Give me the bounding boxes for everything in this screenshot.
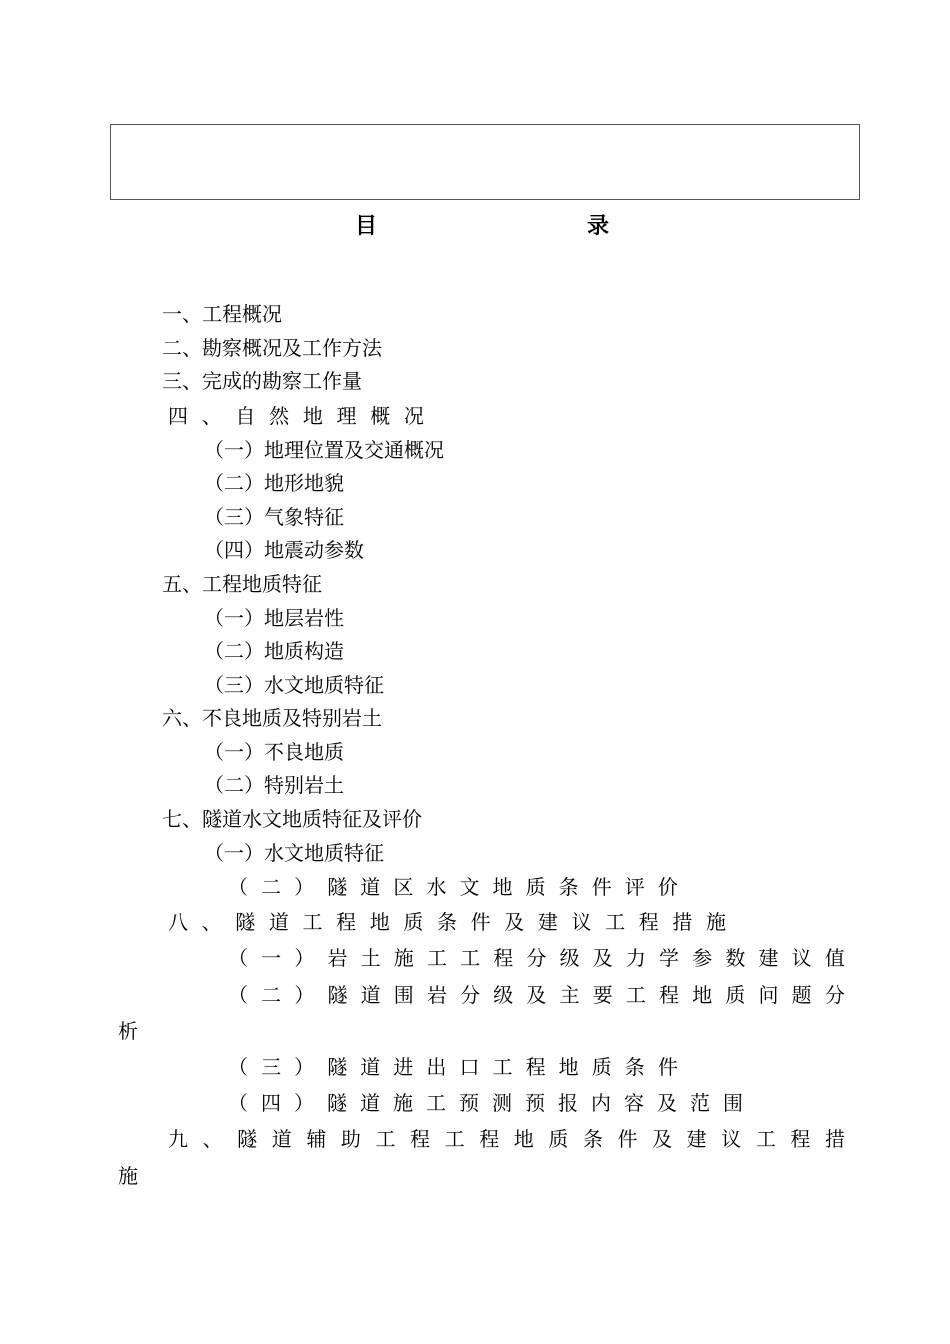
toc-char: 道 (360, 875, 381, 899)
toc-item-4-3: （三）气象特征 (204, 505, 344, 529)
toc-char: 质 (591, 1055, 612, 1079)
toc-item-7-2 (228, 874, 678, 900)
toc-item-8-1 (228, 945, 845, 971)
toc-char: （ (228, 1091, 248, 1115)
toc-char: 及 (652, 1127, 673, 1151)
toc-char: 围 (723, 1091, 743, 1115)
toc-char: 隧 (327, 1055, 348, 1079)
toc-char: 、 (201, 404, 222, 428)
toc-char: 程 (410, 1127, 431, 1151)
toc-char: 要 (592, 983, 613, 1007)
toc-item-5-3: （三）水文地质特征 (204, 673, 384, 697)
toc-item-9 (168, 1126, 845, 1152)
toc-char: 报 (558, 1091, 578, 1115)
toc-char: 出 (426, 1055, 447, 1079)
toc-char: （ (228, 875, 248, 899)
toc-char: 、 (202, 1127, 223, 1151)
toc-char: 及 (504, 910, 525, 934)
toc-char: 分 (824, 983, 845, 1007)
toc-char: 条 (624, 1055, 645, 1079)
toc-char: 进 (393, 1055, 414, 1079)
toc-char: 隧 (327, 875, 348, 899)
toc-char: 质 (548, 1127, 569, 1151)
toc-char: 学 (659, 946, 680, 970)
toc-char: 地 (302, 404, 323, 428)
toc-char: 件 (470, 910, 491, 934)
toc-char: ） (294, 946, 315, 970)
page-title (0, 212, 950, 242)
toc-char: 围 (393, 983, 414, 1007)
toc-item-2: 二、勘察概况及工作方法 (162, 336, 382, 360)
toc-char: 隧 (327, 983, 348, 1007)
toc-char: 助 (340, 1127, 361, 1151)
toc-char: 地 (369, 910, 390, 934)
toc-char: 力 (625, 946, 646, 970)
toc-char: 建 (758, 946, 779, 970)
toc-char: 及 (526, 983, 547, 1007)
toc-char: 建 (686, 1127, 707, 1151)
toc-char: 九 (168, 1127, 188, 1151)
toc-char: 议 (721, 1127, 742, 1151)
toc-item-6: 六、不良地质及特别岩土 (162, 706, 382, 730)
toc-char: 道 (360, 1055, 381, 1079)
toc-char: 二 (261, 983, 282, 1007)
toc-char: 四 (261, 1091, 281, 1115)
toc-char: 道 (271, 1127, 292, 1151)
toc-item-4 (168, 403, 424, 429)
toc-char: 建 (537, 910, 558, 934)
toc-char: 概 (370, 404, 391, 428)
toc-char: 数 (725, 946, 746, 970)
toc-char: 程 (638, 910, 659, 934)
toc-char: 测 (492, 1091, 512, 1115)
toc-char: 范 (690, 1091, 710, 1115)
toc-char: （ (228, 1055, 248, 1079)
toc-item-7-1: （一）水文地质特征 (204, 841, 384, 865)
toc-char: 件 (591, 875, 612, 899)
toc-char: 程 (493, 946, 514, 970)
toc-char: 地 (558, 1055, 579, 1079)
toc-char: 一 (261, 946, 282, 970)
toc-char: 工 (375, 1127, 396, 1151)
toc-char: 工 (755, 1127, 776, 1151)
toc-item-6-1: （一）不良地质 (204, 740, 344, 764)
toc-char: ） (294, 1055, 315, 1079)
toc-char: 理 (336, 404, 357, 428)
toc-char: 工 (426, 946, 447, 970)
toc-item-7: 七、隧道水文地质特征及评价 (162, 807, 422, 831)
toc-char: 质 (403, 910, 424, 934)
toc-item-8-4 (228, 1090, 743, 1116)
toc-item-5-1: （一）地层岩性 (204, 606, 344, 630)
toc-item-1: 一、工程概况 (162, 302, 282, 326)
toc-char: 措 (672, 910, 693, 934)
toc-char: 隧 (327, 1091, 347, 1115)
toc-char: 质 (725, 983, 746, 1007)
toc-char: 工 (605, 910, 626, 934)
toc-char: 工 (492, 1055, 513, 1079)
toc-char: 条 (437, 910, 457, 934)
toc-char: 文 (459, 875, 480, 899)
toc-char: 工 (426, 1091, 446, 1115)
toc-char: 况 (403, 404, 424, 428)
toc-char: 工 (460, 946, 481, 970)
header-box (110, 124, 860, 200)
toc-char: 区 (393, 875, 414, 899)
toc-char: 辅 (306, 1127, 327, 1151)
toc-item-6-2: （二）特别岩土 (204, 773, 344, 797)
toc-char: 道 (360, 1091, 380, 1115)
toc-item-3: 三、完成的勘察工作量 (162, 369, 362, 393)
toc-char: 预 (525, 1091, 545, 1115)
title-char-2: 录 (587, 214, 610, 239)
toc-item-8-3 (228, 1054, 678, 1080)
toc-char: 条 (582, 1127, 603, 1151)
toc-char: 参 (692, 946, 713, 970)
toc-char: ） (294, 983, 315, 1007)
toc-char: 土 (360, 946, 381, 970)
toc-char: 二 (261, 875, 282, 899)
toc-char: 隧 (237, 1127, 258, 1151)
toc-char: 程 (525, 1055, 546, 1079)
toc-char: 四 (168, 404, 188, 428)
toc-char: 施 (393, 1091, 413, 1115)
toc-char: 工 (302, 910, 323, 934)
toc-item-5-2: （二）地质构造 (204, 639, 344, 663)
toc-char: 容 (624, 1091, 644, 1115)
toc-char: 预 (459, 1091, 479, 1115)
toc-char: 议 (791, 946, 812, 970)
toc-char: 题 (791, 983, 812, 1007)
toc-char: 道 (360, 983, 381, 1007)
toc-item-8-2-cont: 析 (118, 1019, 138, 1043)
toc-char: 分 (460, 983, 481, 1007)
toc-item-4-1: （一）地理位置及交通概况 (204, 438, 444, 462)
toc-char: 岩 (426, 983, 447, 1007)
toc-char: 八 (168, 910, 188, 934)
toc-char: 程 (659, 983, 680, 1007)
toc-char: 水 (426, 875, 447, 899)
toc-char: （ (228, 983, 248, 1007)
toc-char: 程 (479, 1127, 500, 1151)
toc-char: 内 (591, 1091, 611, 1115)
toc-char: 工 (625, 983, 646, 1007)
toc-char: 工 (444, 1127, 465, 1151)
toc-char: 施 (706, 910, 726, 934)
toc-item-8 (168, 909, 726, 935)
toc-char: 然 (269, 404, 290, 428)
toc-char: 件 (657, 1055, 678, 1079)
title-char-1: 目 (355, 214, 378, 239)
toc-char: 程 (336, 910, 357, 934)
toc-char: 措 (824, 1127, 845, 1151)
toc-char: 岩 (327, 946, 348, 970)
toc-char: 质 (525, 875, 546, 899)
toc-char: 及 (657, 1091, 677, 1115)
toc-char: 隧 (235, 910, 256, 934)
toc-char: 条 (558, 875, 579, 899)
toc-char: 口 (459, 1055, 480, 1079)
toc-item-5: 五、工程地质特征 (162, 572, 322, 596)
toc-char: 级 (559, 946, 580, 970)
toc-char: 三 (261, 1055, 282, 1079)
toc-char: 道 (268, 910, 289, 934)
toc-char: 地 (692, 983, 713, 1007)
toc-char: 、 (201, 910, 222, 934)
toc-char: 自 (235, 404, 256, 428)
toc-char: （ (228, 946, 248, 970)
toc-char: 级 (493, 983, 514, 1007)
toc-char: 主 (559, 983, 580, 1007)
toc-char: 分 (526, 946, 547, 970)
toc-char: ） (294, 1091, 314, 1115)
toc-char: 值 (824, 946, 845, 970)
toc-char: 程 (790, 1127, 811, 1151)
toc-char: ） (294, 875, 315, 899)
toc-item-9-cont: 施 (118, 1164, 138, 1188)
toc-char: 件 (617, 1127, 638, 1151)
toc-char: 施 (393, 946, 414, 970)
toc-char: 问 (758, 983, 779, 1007)
toc-char: 及 (592, 946, 613, 970)
toc-char: 价 (657, 875, 678, 899)
toc-char: 评 (624, 875, 645, 899)
toc-item-4-4: （四）地震动参数 (204, 538, 364, 562)
toc-item-8-2 (228, 982, 845, 1008)
toc-char: 地 (513, 1127, 534, 1151)
toc-char: 议 (571, 910, 592, 934)
toc-char: 地 (492, 875, 513, 899)
toc-item-4-2: （二）地形地貌 (204, 471, 344, 495)
